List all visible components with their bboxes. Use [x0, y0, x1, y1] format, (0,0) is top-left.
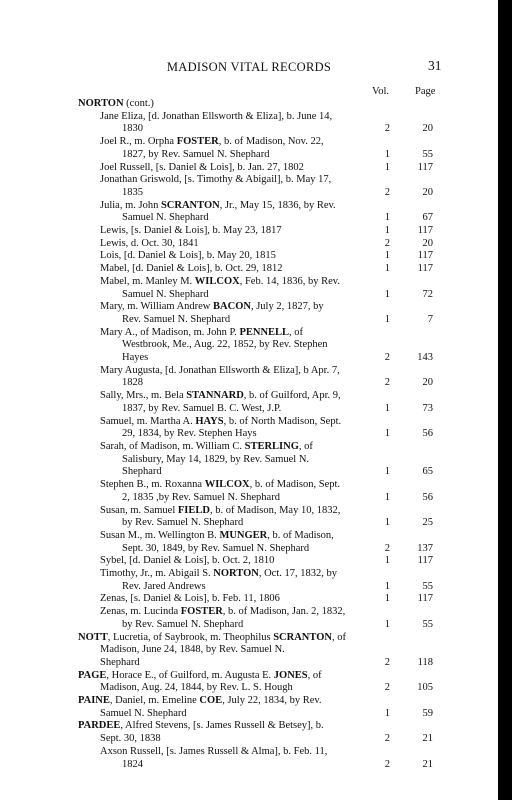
entry-text: , b. of Madison, Nov. 22,	[218, 136, 324, 148]
entry-text: Mary A., of Madison, m. John P.	[100, 326, 240, 338]
entry-text: Lewis, d. Oct. 30, 1841	[100, 237, 199, 249]
page-title: MADISON VITAL RECORDS	[166, 60, 332, 74]
entry-page: 55	[422, 618, 433, 630]
entry-surname: SCRANTON	[273, 631, 332, 643]
entry-text: , of	[331, 631, 346, 643]
entry-page: 73	[422, 402, 433, 414]
entry-surname: FOSTER	[176, 136, 219, 148]
entry-text: 1837, by Rev. Samuel B. C. West, J.P.	[122, 402, 282, 414]
column-header-vol: Vol.	[372, 86, 390, 97]
entry-line	[0, 746, 498, 759]
entry-surname: MUNGER	[219, 529, 268, 541]
entry-line	[0, 530, 498, 543]
entry-surname: SCRANTON	[160, 199, 220, 211]
entry-surname: NORTON	[78, 98, 124, 109]
record-entry	[0, 98, 498, 111]
entry-line	[0, 606, 498, 619]
entry-text: by Rev. Samuel N. Shephard	[122, 517, 244, 529]
entry-text: , b. of Guilford, Apr. 9,	[243, 390, 341, 402]
entry-text: Sarah, of Madison, m. William C.	[100, 440, 245, 452]
entry-page: 21	[422, 758, 433, 770]
record-entry	[0, 568, 498, 593]
entry-page: 117	[417, 593, 433, 605]
entry-line	[0, 339, 498, 352]
entry-line	[0, 98, 498, 111]
entry-text: Joel R., m. Orpha	[100, 136, 177, 148]
record-entries	[0, 98, 498, 771]
record-entry	[0, 530, 498, 555]
entry-text: Madison, June 24, 1848, by Rev. Samuel N.	[100, 644, 285, 656]
entry-line	[0, 454, 498, 467]
entry-text: , b. of Madison, Jan. 2, 1832,	[222, 606, 346, 618]
entry-text: Sept. 30, 1838	[100, 733, 161, 745]
entry-text: Joel Russell, [s. Daniel & Lois], b. Jan. 27, 1802	[100, 161, 304, 173]
entry-line	[0, 670, 498, 683]
entry-text: Susan, m. Samuel	[100, 504, 178, 516]
entry-volume: 1	[384, 428, 390, 440]
record-entry	[0, 225, 498, 238]
entry-text: , July 2, 1827, by	[250, 301, 324, 313]
record-entry	[0, 746, 498, 771]
record-entry	[0, 505, 498, 530]
entry-line	[0, 720, 498, 733]
entry-text: Sept. 30, 1849, by Rev. Samuel N. Shephard	[122, 542, 310, 554]
entry-page: 117	[417, 161, 433, 173]
entry-page: 117	[417, 263, 433, 275]
entry-volume: 1	[384, 288, 390, 300]
record-entry	[0, 441, 498, 479]
entry-text: 1828	[122, 377, 143, 389]
entry-text: , b. of Madison, Sept.	[249, 479, 341, 491]
entry-text: Samuel N. Shephard	[122, 212, 209, 224]
entry-line	[0, 441, 498, 454]
entry-text: Susan M., m. Wellington B.	[100, 529, 220, 541]
entry-text: Mabel, [d. Daniel & Lois], b. Oct. 29, 1812	[100, 263, 283, 275]
entry-volume: 2	[384, 682, 390, 694]
column-header-page: Page	[415, 86, 436, 97]
record-entry	[0, 276, 498, 301]
record-entry	[0, 416, 498, 441]
entry-line	[0, 174, 498, 187]
entry-volume: 1	[384, 707, 390, 719]
entry-page: 25	[422, 517, 433, 529]
entry-text: , Jr., May 15, 1836, by Rev.	[219, 199, 336, 211]
entry-text: , of	[298, 440, 313, 452]
entry-page: 72	[422, 288, 433, 300]
entry-text: 2, 1835 ,by Rev. Samuel N. Shephard	[122, 491, 280, 503]
entry-text: Mary Augusta, [d. Jonathan Ellsworth & Eliza], b Apr. 7,	[100, 364, 340, 376]
entry-text: Samuel N. Shephard	[122, 288, 209, 300]
entry-page: 65	[422, 466, 433, 478]
entry-page: 117	[417, 225, 433, 237]
entry-surname: STERLING	[244, 440, 299, 452]
entry-text: , b. of Madison, May 10, 1832,	[209, 504, 341, 516]
entry-text: Samuel N. Shephard	[100, 707, 187, 719]
entry-text: Axson Russell, [s. James Russell & Alma], b. Feb. 11,	[100, 745, 328, 757]
entry-page: 55	[422, 148, 433, 160]
entry-volume: 1	[384, 555, 390, 567]
entry-volume: 2	[384, 542, 390, 554]
entry-line	[0, 390, 498, 403]
entry-volume: 1	[384, 263, 390, 275]
entry-volume: 1	[384, 250, 390, 262]
entry-surname: STANNARD	[186, 390, 244, 402]
entry-page: 117	[417, 250, 433, 262]
entry-page: 117	[417, 555, 433, 567]
entry-text: Jane Eliza, [d. Jonathan Ellsworth & Eliza], b. June 14,	[100, 110, 333, 122]
entry-line	[0, 632, 498, 645]
entry-surname: BACON	[213, 301, 251, 313]
entry-line	[0, 505, 498, 518]
entry-surname: NORTON	[213, 568, 259, 580]
entry-volume: 2	[384, 377, 390, 389]
entry-surname: NOTT	[78, 631, 108, 643]
entry-text: , Lucretia, of Saybrook, m. Theophilus	[107, 631, 274, 643]
entry-volume: 2	[384, 237, 390, 249]
entry-volume: 1	[384, 580, 390, 592]
entry-page: 21	[422, 733, 433, 745]
entry-surname: FOSTER	[180, 606, 223, 618]
record-entry	[0, 301, 498, 326]
entry-text: (cont.)	[123, 98, 154, 109]
entry-text: Mabel, m. Manley M.	[100, 275, 195, 287]
record-entry	[0, 632, 498, 670]
entry-text: , Oct. 17, 1832, by	[258, 568, 337, 580]
entry-text: , Horace E., of Guilford, m. Augusta E.	[106, 669, 274, 681]
entry-text: Rev. Jared Andrews	[122, 580, 206, 592]
entry-page: 56	[422, 491, 433, 503]
entry-text: Samuel, m. Martha A.	[100, 415, 196, 427]
entry-line	[0, 276, 498, 289]
entry-text: Rev. Samuel N. Shephard	[122, 313, 231, 325]
entry-volume: 1	[384, 517, 390, 529]
entry-text: Julia, m. John	[100, 199, 161, 211]
record-entry	[0, 479, 498, 504]
entry-volume: 2	[384, 656, 390, 668]
entry-volume: 1	[384, 593, 390, 605]
entry-line	[0, 327, 498, 340]
record-entry	[0, 238, 498, 251]
record-entry	[0, 390, 498, 415]
entry-surname: COE	[199, 695, 223, 707]
entry-volume: 1	[384, 212, 390, 224]
record-entry	[0, 555, 498, 568]
record-entry	[0, 263, 498, 276]
scan-edge	[498, 0, 512, 800]
entry-text: Shephard	[122, 466, 162, 478]
record-entry	[0, 250, 498, 263]
entry-volume: 1	[384, 491, 390, 503]
entry-volume: 2	[384, 186, 390, 198]
record-entry	[0, 670, 498, 695]
record-entry	[0, 327, 498, 365]
entry-surname: HAYS	[195, 415, 224, 427]
entry-text: 1827, by Rev. Samuel N. Shephard	[122, 148, 270, 160]
entry-text: Salisbury, May 14, 1829, by Rev. Samuel N.	[122, 453, 310, 465]
entry-surname: WILCOX	[194, 275, 240, 287]
entry-text: , Daniel, m. Emeline	[109, 695, 200, 707]
entry-text: , b. of North Madison, Sept.	[223, 415, 342, 427]
entry-text: Stephen B., m. Roxanna	[100, 479, 205, 491]
entry-surname: JONES	[273, 669, 308, 681]
entry-volume: 2	[384, 123, 390, 135]
entry-text: , b. of Madison,	[267, 529, 334, 541]
entry-line	[0, 136, 498, 149]
entry-line	[0, 416, 498, 429]
record-entry	[0, 365, 498, 390]
entry-text: 29, 1834, by Rev. Stephen Hays	[122, 428, 257, 440]
entry-line	[0, 314, 498, 327]
entry-text: Timothy, Jr., m. Abigail S.	[100, 568, 214, 580]
entry-text: Westbrook, Me., Aug. 22, 1852, by Rev. Stephen	[122, 339, 328, 351]
entry-text: Zenas, m. Lucinda	[100, 606, 181, 618]
entry-text: Lewis, [s. Daniel & Lois], b. May 23, 1817	[100, 225, 282, 237]
entry-volume: 1	[384, 161, 390, 173]
entry-page: 56	[422, 428, 433, 440]
entry-text: , Alfred Stevens, [s. James Russell & Betsey], b.	[120, 720, 324, 732]
entry-surname: FIELD	[177, 504, 210, 516]
entry-surname: PAINE	[78, 695, 110, 707]
entry-volume: 2	[384, 758, 390, 770]
entry-page: 55	[422, 580, 433, 592]
record-entry	[0, 162, 498, 175]
entry-text: 1835	[122, 186, 143, 198]
entry-text: Hayes	[122, 352, 149, 364]
entry-page: 118	[417, 656, 433, 668]
entry-text: , of	[289, 326, 304, 338]
entry-surname: PENNELL	[239, 326, 290, 338]
entry-line	[0, 301, 498, 314]
entry-text: Lois, [d. Daniel & Lois], b. May 20, 1815	[100, 250, 276, 262]
entry-page: 20	[422, 123, 433, 135]
entry-volume: 2	[384, 733, 390, 745]
entry-volume: 1	[384, 148, 390, 160]
entry-text: , of	[307, 669, 322, 681]
entry-volume: 1	[384, 466, 390, 478]
entry-text: Sybel, [d. Daniel & Lois], b. Oct. 2, 1810	[100, 555, 275, 567]
page-number: 31	[428, 58, 442, 73]
entry-page: 59	[422, 707, 433, 719]
entry-page: 7	[427, 313, 433, 325]
entry-line	[0, 200, 498, 213]
entry-line	[0, 568, 498, 581]
entry-surname: PAGE	[78, 669, 107, 681]
entry-page: 67	[422, 212, 433, 224]
record-entry	[0, 111, 498, 136]
entry-text: , Feb. 14, 1836, by Rev.	[239, 275, 340, 287]
entry-volume: 1	[384, 402, 390, 414]
entry-surname: PARDEE	[78, 720, 121, 732]
entry-text: Zenas, [s. Daniel & Lois], b. Feb. 11, 1806	[100, 593, 280, 605]
entry-volume: 1	[384, 313, 390, 325]
entry-page: 143	[417, 352, 433, 364]
record-entry	[0, 136, 498, 161]
entry-line	[0, 644, 498, 657]
record-entry	[0, 593, 498, 606]
entry-text: Sally, Mrs., m. Bela	[100, 390, 187, 402]
entry-page: 105	[417, 682, 433, 694]
record-entry	[0, 606, 498, 631]
record-entry	[0, 695, 498, 720]
entry-text: 1830	[122, 123, 143, 135]
entry-text: Madison, Aug. 24, 1844, by Rev. L. S. Hough	[100, 682, 293, 694]
record-entry	[0, 720, 498, 745]
entry-text: , July 22, 1834, by Rev.	[222, 695, 322, 707]
entry-page: 20	[422, 377, 433, 389]
entry-volume: 1	[384, 618, 390, 630]
record-entry	[0, 200, 498, 225]
entry-surname: WILCOX	[204, 479, 250, 491]
entry-text: Mary, m. William Andrew	[100, 301, 214, 313]
entry-page: 20	[422, 186, 433, 198]
entry-line	[0, 111, 498, 124]
entry-text: Shephard	[100, 656, 140, 668]
entry-line	[0, 479, 498, 492]
entry-volume: 2	[384, 352, 390, 364]
entry-text: by Rev. Samuel N. Shephard	[122, 618, 244, 630]
entry-text: 1824	[122, 758, 143, 770]
entry-line	[0, 365, 498, 378]
entry-line	[0, 695, 498, 708]
entry-page: 20	[422, 237, 433, 249]
record-entry	[0, 174, 498, 199]
entry-page: 137	[417, 542, 433, 554]
entry-volume: 1	[384, 225, 390, 237]
entry-text: Jonathan Griswold, [s. Timothy & Abigail], b. May 17,	[100, 174, 332, 186]
